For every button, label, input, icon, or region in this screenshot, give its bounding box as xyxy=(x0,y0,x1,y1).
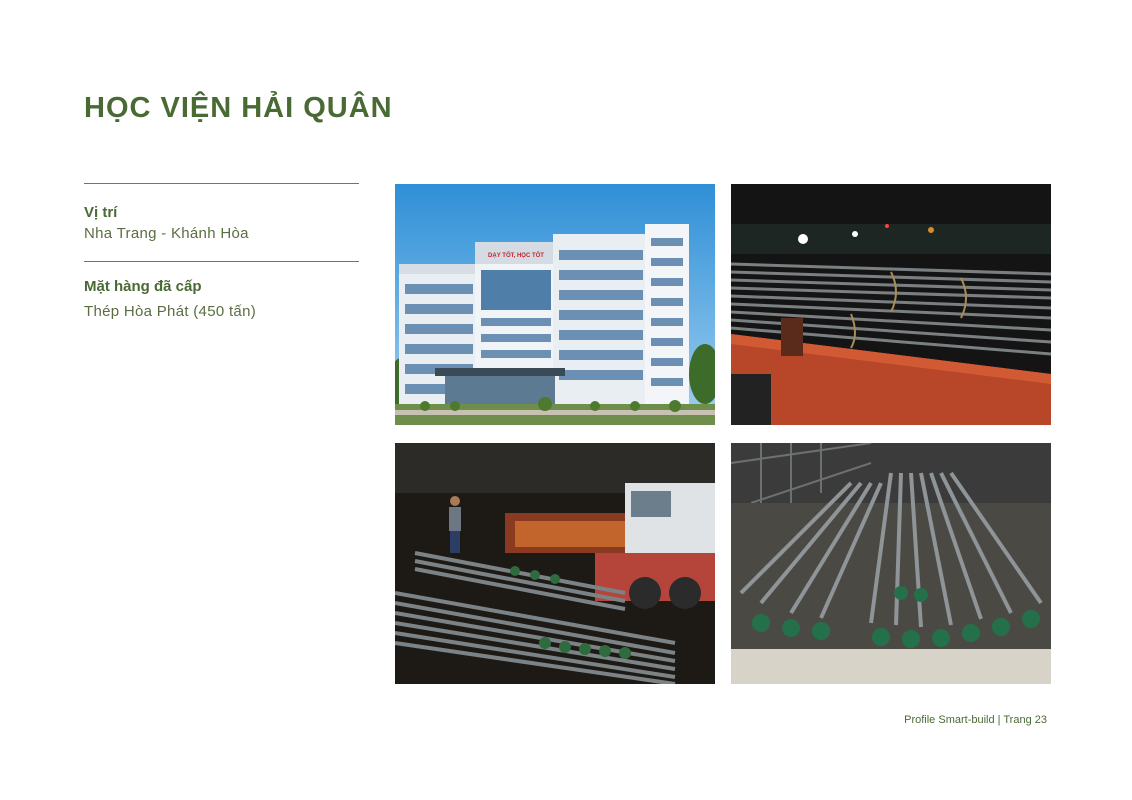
location-value: Nha Trang - Khánh Hòa xyxy=(84,225,249,242)
product-label: Mặt hàng đã cấp xyxy=(84,278,202,295)
page-title: HỌC VIỆN HẢI QUÂN xyxy=(84,92,393,124)
location-label: Vị trí xyxy=(84,204,118,221)
building-sign-text: DẠY TỐT, HỌC TỐT xyxy=(488,253,544,259)
page-footer: Profile Smart-build | Trang 23 xyxy=(904,714,1047,726)
steel-unloading-photo xyxy=(395,443,715,684)
building-photo xyxy=(395,184,715,425)
steel-warehouse-photo xyxy=(731,443,1051,684)
product-value: Thép Hòa Phát (450 tấn) xyxy=(84,303,257,320)
divider-top xyxy=(84,183,359,184)
steel-truck-photo xyxy=(731,184,1051,425)
divider-middle xyxy=(84,261,359,262)
